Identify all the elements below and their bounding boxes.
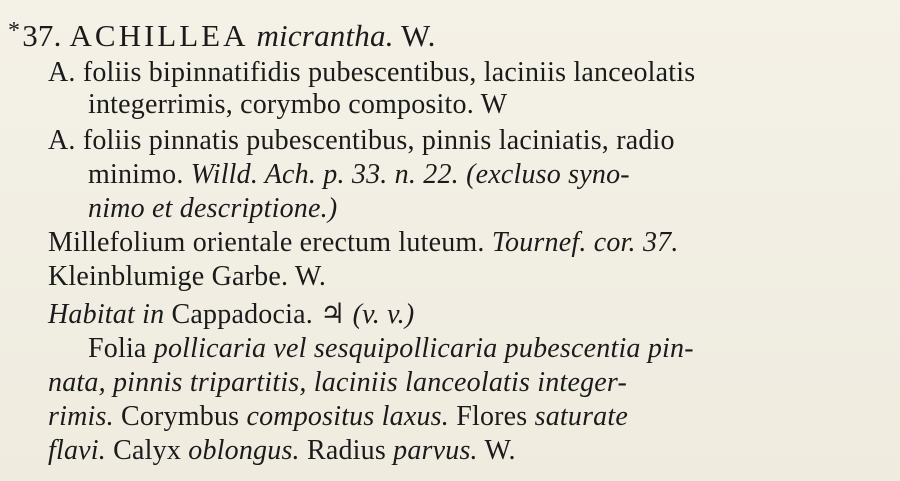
line-8-part-b: Cappadocia.: [171, 299, 313, 330]
line-11-part-e: saturate: [534, 401, 628, 432]
species-name: micrantha.: [256, 18, 394, 53]
description-line-12: [48, 434, 516, 468]
description-line-8: [48, 298, 414, 332]
description-line-4: [88, 158, 630, 192]
description-line-6: [48, 226, 679, 260]
line-8-part-d: (v. v.): [352, 299, 415, 330]
line-6-part-b: Tournef. cor. 37.: [491, 227, 679, 258]
description-line-1: A. foliis bipinnatifidis pubescentibus, laciniis lanceolatis: [48, 57, 696, 88]
description-line-3: A. foliis pinnatis pubescentibus, pinnis laciniatis, radio: [48, 125, 675, 156]
line-9-part-b: pollicaria vel sesquipollicaria pubescentia pin-: [153, 333, 694, 364]
line-12-part-d: Radius: [306, 435, 386, 466]
line-4-part-a: minimo.: [88, 159, 184, 190]
line-12-part-a: flavi.: [48, 435, 106, 466]
line-11-part-d: Flores: [456, 401, 528, 432]
entry-title: [8, 14, 436, 53]
entry-number: 37.: [22, 18, 62, 53]
line-4-part-b: Willd. Ach. p. 33. n. 22. (excluso syno-: [190, 159, 630, 190]
line-12-part-f: W.: [484, 435, 516, 466]
genus-name: ACHILLEA: [69, 18, 249, 53]
line-12-part-c: oblongus.: [188, 435, 300, 466]
line-11-part-b: Corymbus: [120, 401, 240, 432]
line-11-part-c: compositus laxus.: [246, 401, 449, 432]
description-line-5: nimo et descriptione.): [88, 193, 338, 224]
description-line-10: nata, pinnis tripartitis, laciniis lanceolatis integer-: [48, 367, 627, 398]
line-6-part-a: Millefolium orientale erectum luteum.: [48, 227, 485, 258]
line-9-part-a: Folia: [88, 333, 147, 364]
line-12-part-b: Calyx: [113, 435, 182, 466]
line-11-part-a: rimis.: [48, 401, 114, 432]
description-line-9: [88, 332, 694, 366]
perennial-symbol-icon: ♃: [320, 299, 346, 330]
line-8-part-a: Habitat in: [48, 299, 165, 330]
entry-marker: *: [8, 18, 21, 44]
description-line-2: integerrimis, corymbo composito. W: [88, 89, 508, 120]
author-abbrev: W.: [401, 18, 436, 53]
description-line-7: Kleinblumige Garbe. W.: [48, 261, 327, 292]
description-line-11: [48, 400, 628, 434]
line-12-part-e: parvus.: [393, 435, 478, 466]
